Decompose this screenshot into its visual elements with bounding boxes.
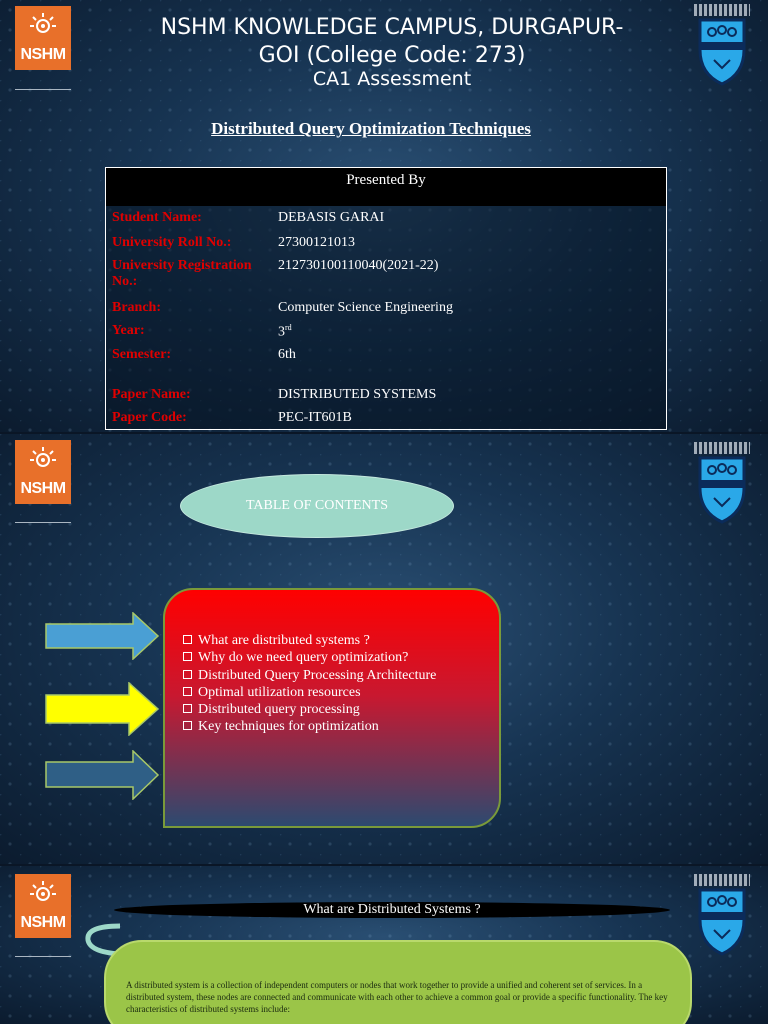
nshm-logo-text: NSHM	[20, 914, 66, 931]
presentation-topic: Distributed Query Optimization Techniques	[211, 119, 531, 138]
info-value: PEC-IT601B	[278, 410, 352, 425]
shield-icon	[690, 454, 754, 526]
toc-item: Key techniques for optimization	[183, 718, 499, 735]
info-label: University Registration No.:	[112, 258, 252, 289]
nshm-logo	[15, 440, 71, 504]
toc-item: What are distributed systems ?	[183, 632, 499, 649]
info-label: Paper Code:	[112, 410, 187, 425]
info-label: Semester:	[112, 347, 172, 362]
nshm-logo	[15, 874, 71, 938]
info-value: 3rd	[278, 323, 292, 340]
university-emblem	[690, 874, 754, 958]
toc-list	[183, 632, 499, 736]
toc-item: Distributed query processing	[183, 701, 499, 718]
logo-divider	[15, 522, 71, 523]
info-label: Year:	[112, 323, 145, 338]
info-label: Student Name:	[112, 210, 202, 225]
info-label: University Roll No.:	[112, 235, 232, 250]
slide-title	[0, 0, 768, 432]
info-value: 27300121013	[278, 235, 355, 250]
assessment-subtitle: CA1 Assessment	[312, 68, 472, 90]
checkbox-bullet-icon	[183, 687, 192, 696]
arrow-right-icon	[45, 612, 160, 660]
info-value: DISTRIBUTED SYSTEMS	[278, 387, 437, 402]
info-label: Branch:	[112, 300, 161, 315]
university-emblem	[690, 4, 754, 88]
info-value: Computer Science Engineering	[278, 300, 453, 315]
definition-card	[104, 940, 692, 1024]
slide-distributed-systems	[0, 866, 768, 1024]
nshm-logo-text: NSHM	[20, 480, 66, 497]
checkbox-bullet-icon	[183, 704, 192, 713]
slide-table-of-contents	[0, 434, 768, 864]
checkbox-bullet-icon	[183, 670, 192, 679]
arrow-right-icon	[45, 750, 160, 800]
university-emblem	[690, 442, 754, 526]
shield-icon	[690, 16, 754, 88]
info-value: 6th	[278, 347, 296, 362]
nshm-logo	[15, 6, 71, 70]
logo-divider	[15, 89, 71, 90]
info-value: 212730100110040(2021-22)	[278, 258, 439, 273]
logo-divider	[15, 956, 71, 957]
toc-list-card	[163, 588, 501, 828]
shield-icon	[690, 886, 754, 958]
info-label: Paper Name:	[112, 387, 191, 402]
nshm-logo-text: NSHM	[20, 46, 66, 63]
toc-item: Why do we need query optimization?	[183, 649, 499, 666]
sun-icon	[29, 12, 57, 38]
toc-item: Optimal utilization resources	[183, 684, 499, 701]
presented-by-header: Presented By	[106, 168, 666, 206]
section-heading: What are Distributed Systems ?	[114, 902, 670, 918]
checkbox-bullet-icon	[183, 652, 192, 661]
arrow-right-icon	[45, 682, 160, 736]
checkbox-bullet-icon	[183, 721, 192, 730]
toc-title-oval	[180, 474, 454, 538]
sun-icon	[29, 880, 57, 906]
checkbox-bullet-icon	[183, 635, 192, 644]
student-info-table	[105, 167, 667, 430]
toc-title: TABLE OF CONTENTS	[246, 498, 388, 513]
definition-text: A distributed system is a collection of independent computers or nodes that work together to provide a unified and coherent set of services. In a distributed system, these nodes are connected and communicate with each other to achieve a common goal or provide a specific functionality. The key characteristics of distributed systems include:	[126, 980, 668, 1015]
info-value: DEBASIS GARAI	[278, 210, 385, 225]
sun-icon	[29, 446, 57, 472]
college-title: NSHM KNOWLEDGE CAMPUS, DURGAPUR- GOI (College Code: 273)	[160, 15, 624, 68]
toc-item: Distributed Query Processing Architecture	[183, 667, 499, 684]
